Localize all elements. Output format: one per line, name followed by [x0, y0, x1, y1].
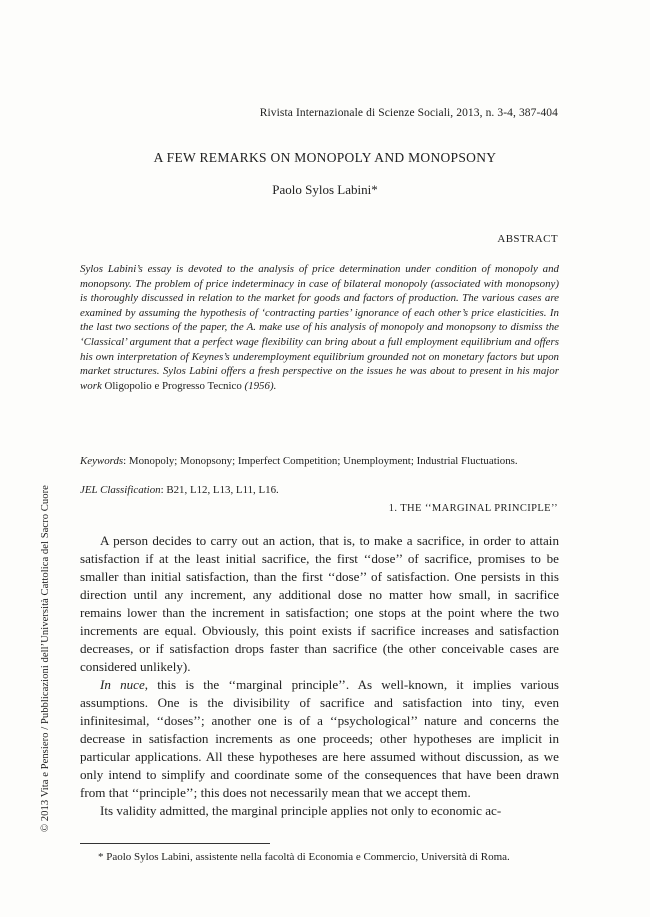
footnote [80, 850, 559, 865]
paragraph-3: Its validity admitted, the marginal principle applies not only to economic ac- [100, 803, 502, 818]
article-title: A FEW REMARKS ON MONOPOLY AND MONOPSONY [153, 150, 497, 165]
article-author: Paolo Sylos Labini* [272, 182, 378, 197]
journal-reference: Rivista Internazionale di Scienze Sociali, 2013, n. 3-4, 387-404 [259, 107, 558, 119]
jel-label: JEL Classification [80, 484, 161, 496]
footnote-divider [80, 843, 270, 844]
abstract-body [80, 262, 559, 393]
keywords-label: Keywords [80, 455, 124, 467]
keywords-text: : Monopoly; Monopsony; Imperfect Competition; Unemployment; Industrial Fluctuations. [123, 455, 518, 467]
body-text [80, 532, 559, 820]
abstract-heading: ABSTRACT [497, 233, 558, 245]
jel-text: : B21, L12, L13, L11, L16. [160, 484, 279, 496]
keywords [80, 454, 559, 469]
paragraph-2-text: , this is the ‘‘marginal principle’’. As well-known, it implies various assumptions. One is the divisibility of sacrifice and satisfaction into tiny, even infinitesimal, ‘‘doses’’; another one is of a ‘‘psychological’’ nature and concerns the decrease in satisfaction increments as one proceeds; other hypotheses are implicit in particular applications. All these hypotheses are here assumed without discussion, as we only intend to simplify and coordinate some of the consequences that have been drawn from that ‘‘principle’’; this does not necessarily mean that we accept them. [80, 677, 559, 800]
abstract-book-title: Oligopolio e Progresso Tecnico [104, 379, 242, 392]
abstract-book-year: (1956). [244, 379, 277, 392]
side-copyright: © 2013 Vita e Pensiero / Pubblicazioni dell’Università Cattolica del Sacro Cuore [40, 485, 51, 832]
paragraph-2 [80, 676, 559, 802]
footnote-text: * Paolo Sylos Labini, assistente nella facoltà di Economia e Commercio, Università di Roma. [98, 851, 510, 863]
jel-classification [80, 483, 559, 498]
paragraph-2-italic: In nuce [100, 677, 145, 692]
paragraph-1: A person decides to carry out an action, that is, to make a sacrifice, in order to attain satisfaction if at the least initial sacrifice, the first ‘‘dose’’ of sacrifice, promises to be smaller than initial satisfaction, than the first ‘‘dose’’ of satisfaction. One persists in this direction until any increment, any additional dose no matter how small, in sacrifice remains lower than the increment in satisfaction; one stops at the point where the two increments are equal. Obviously, this point exists if sacrifice increases and satisfaction decreases, or if satisfaction drops faster than sacrifice (the other conceivable cases are considered unlikely). [80, 533, 559, 674]
abstract-text: Sylos Labini’s essay is devoted to the analysis of price determination under condition of monopoly and monopsony. The problem of price indeterminacy in case of bilateral monopoly (associated with monopsony) is thoroughly discussed in relation to the market for goods and factors of production. The various cases are examined by assuming the hypothesis of ‘contracting parties’ ignorance of each other’s price elasticities. In the last two sections of the paper, the A. make use of his analysis of monopoly and monopsony to dismiss the ‘Classical’ argument that a perfect wage flexibility can bring about a full employment equilibrium and offers his own interpretation of Keynes’s underemployment equilibrium grounded not on monetary factors but upon market structures. Sylos Labini offers a fresh perspective on the issues he was about to present in his major work [80, 263, 559, 392]
section-heading: 1. THE ‘‘MARGINAL PRINCIPLE’’ [388, 503, 558, 514]
